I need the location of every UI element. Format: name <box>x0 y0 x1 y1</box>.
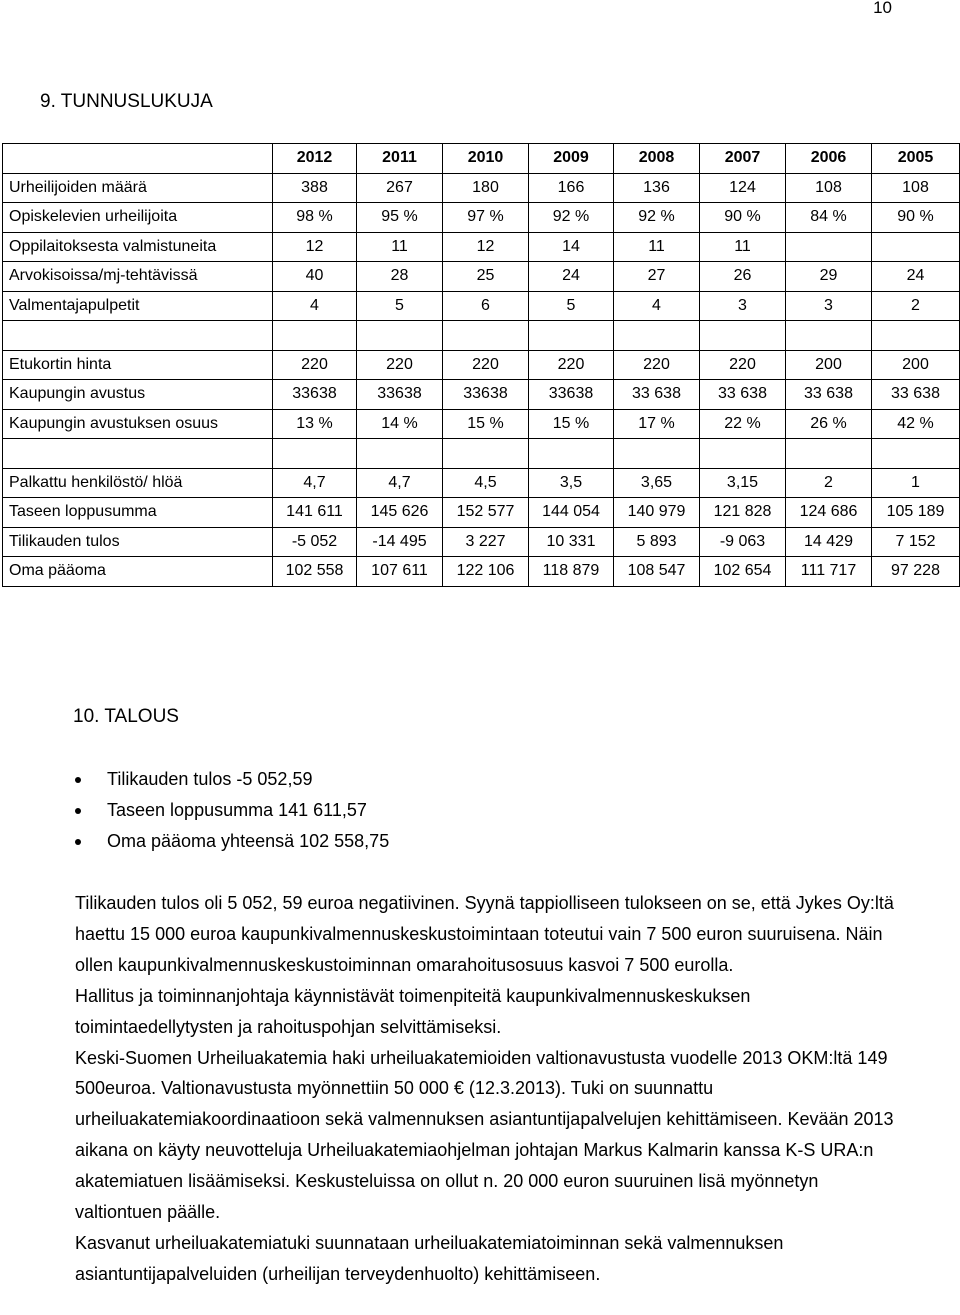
table-cell: 4,5 <box>443 468 529 498</box>
row-label: Taseen loppusumma <box>3 498 273 528</box>
table-cell: 200 <box>786 350 872 380</box>
table-cell: 5 <box>529 291 614 321</box>
section-title-talous: 10. TALOUS <box>73 706 179 727</box>
table-cell: 12 <box>443 232 529 262</box>
table-header-cell <box>3 144 273 174</box>
table-cell: 7 152 <box>872 527 960 557</box>
table-cell: 220 <box>700 350 786 380</box>
table-cell: 111 717 <box>786 557 872 587</box>
table-cell: 33 638 <box>614 380 700 410</box>
table-cell <box>614 439 700 469</box>
year-header: 2005 <box>872 144 960 174</box>
table-cell: 6 <box>443 291 529 321</box>
table-cell: -9 063 <box>700 527 786 557</box>
table-cell: 267 <box>357 173 443 203</box>
year-header: 2009 <box>529 144 614 174</box>
table-cell: 118 879 <box>529 557 614 587</box>
year-header: 2010 <box>443 144 529 174</box>
table-cell: 33 638 <box>700 380 786 410</box>
table-cell: 3,65 <box>614 468 700 498</box>
table-cell: 388 <box>273 173 357 203</box>
table-cell: 166 <box>529 173 614 203</box>
bullet-item: Taseen loppusumma 141 611,57 <box>73 795 389 826</box>
table-cell: 42 % <box>872 409 960 439</box>
table-cell: 33638 <box>443 380 529 410</box>
table-cell: 144 054 <box>529 498 614 528</box>
table-cell: 40 <box>273 262 357 292</box>
table-cell: 220 <box>273 350 357 380</box>
table-cell: 97 % <box>443 203 529 233</box>
table-cell <box>443 439 529 469</box>
table-cell: 11 <box>700 232 786 262</box>
year-header: 2007 <box>700 144 786 174</box>
table-cell: 26 % <box>786 409 872 439</box>
key-figures-table <box>2 143 960 587</box>
table-cell: 29 <box>786 262 872 292</box>
table-cell: 24 <box>529 262 614 292</box>
table-cell: 152 577 <box>443 498 529 528</box>
table-cell: 108 547 <box>614 557 700 587</box>
table-cell: -5 052 <box>273 527 357 557</box>
table-cell: 27 <box>614 262 700 292</box>
table-cell: 10 331 <box>529 527 614 557</box>
year-header: 2008 <box>614 144 700 174</box>
paragraph: Tilikauden tulos oli 5 052, 59 euroa negatiivinen. Syynä tappiolliseen tulokseen on se, että Jykes Oy:ltä haettu 15 000 euroa kaupunkivalmennuskeskustoimintaan toteutui vain 7 500 euron suuruisena. Näin ollen kaupunkivalmennuskeskustoiminnan omarahoitusosuus kasvoi 7 500 eurolla. <box>75 893 894 975</box>
table-cell: 2 <box>786 468 872 498</box>
table-cell: 102 558 <box>273 557 357 587</box>
table-cell: 108 <box>786 173 872 203</box>
row-label: Opiskelevien urheilijoita <box>3 203 273 233</box>
table-cell <box>786 439 872 469</box>
table-cell: 141 611 <box>273 498 357 528</box>
row-label <box>3 321 273 351</box>
table-cell: 90 % <box>872 203 960 233</box>
table-cell: 11 <box>357 232 443 262</box>
table-cell: 33 638 <box>786 380 872 410</box>
table-cell: 140 979 <box>614 498 700 528</box>
table-cell: 15 % <box>529 409 614 439</box>
table-cell <box>700 321 786 351</box>
table-cell: 15 % <box>443 409 529 439</box>
summary-bullet-list <box>73 764 389 857</box>
table-cell: 95 % <box>357 203 443 233</box>
table-cell <box>529 321 614 351</box>
table-row <box>3 173 960 203</box>
table-cell: 5 893 <box>614 527 700 557</box>
table-cell <box>872 232 960 262</box>
table-cell <box>872 439 960 469</box>
row-label: Oppilaitoksesta valmistuneita <box>3 232 273 262</box>
table-cell <box>443 321 529 351</box>
row-label: Oma pääoma <box>3 557 273 587</box>
table-cell: 121 828 <box>700 498 786 528</box>
table-row <box>3 232 960 262</box>
table-cell <box>786 321 872 351</box>
table-cell: 33638 <box>529 380 614 410</box>
table-cell: 3 <box>700 291 786 321</box>
table-cell: 4,7 <box>273 468 357 498</box>
table-cell <box>357 439 443 469</box>
table-cell: 84 % <box>786 203 872 233</box>
table-cell <box>357 321 443 351</box>
table-row <box>3 291 960 321</box>
paragraph: Keski-Suomen Urheiluakatemia haki urheiluakatemioiden valtionavustusta vuodelle 2013 OKM:ltä 149 500euroa. Valtionavustusta myönnettiin 50 000 € (12.3.2013). Tuki on suunnattu urheiluakatemiakoordinaatioon sekä valmennuksen asiantuntijapalvelujen kehittämiseen. Kevään 2013 aikana on käyty neuvotteluja Urheiluakatemiaohjelman johtajan Markus Kalmarin kanssa K-S URA:n akatemiatuen lisäämiseksi. Keskusteluissa on ollut n. 20 000 euron suuruinen lisä myönnetyn valtiontuen päälle. <box>75 1047 894 1223</box>
table-cell <box>273 439 357 469</box>
row-label: Kaupungin avustuksen osuus <box>3 409 273 439</box>
paragraph: Hallitus ja toiminnanjohtaja käynnistävät toimenpiteitä kaupunkivalmennuskeskuksen toimintaedellytysten ja rahoituspohjan selvittämiseksi. <box>75 985 751 1037</box>
table-cell: 220 <box>357 350 443 380</box>
table-cell: 22 % <box>700 409 786 439</box>
table-cell: 4 <box>614 291 700 321</box>
table-cell: -14 495 <box>357 527 443 557</box>
table-cell: 200 <box>872 350 960 380</box>
row-label: Etukortin hinta <box>3 350 273 380</box>
row-label: Valmentajapulpetit <box>3 291 273 321</box>
row-label: Urheilijoiden määrä <box>3 173 273 203</box>
table-cell: 26 <box>700 262 786 292</box>
table-cell: 145 626 <box>357 498 443 528</box>
table-cell: 92 % <box>529 203 614 233</box>
table-row <box>3 498 960 528</box>
table-cell: 220 <box>443 350 529 380</box>
table-cell <box>786 232 872 262</box>
table-row <box>3 409 960 439</box>
table-cell <box>614 321 700 351</box>
table-row <box>3 262 960 292</box>
paragraph: Kasvanut urheiluakatemiatuki suunnataan urheiluakatemiatoiminnan sekä valmennuksen asiantuntijapalveluiden (urheilijan terveydenhuolto) kehittämiseen. <box>75 1232 784 1284</box>
table-cell <box>700 439 786 469</box>
table-cell <box>273 321 357 351</box>
table-cell: 12 <box>273 232 357 262</box>
bullet-item: Oma pääoma yhteensä 102 558,75 <box>73 826 389 857</box>
table-row <box>3 350 960 380</box>
table-cell: 97 228 <box>872 557 960 587</box>
table-cell: 14 <box>529 232 614 262</box>
table-cell: 3,15 <box>700 468 786 498</box>
table-cell: 124 686 <box>786 498 872 528</box>
table-cell: 3,5 <box>529 468 614 498</box>
bullet-item: Tilikauden tulos -5 052,59 <box>73 764 389 795</box>
table-cell: 92 % <box>614 203 700 233</box>
table-cell <box>872 321 960 351</box>
section-title-tunnuslukuja: 9. TUNNUSLUKUJA <box>40 91 213 112</box>
table-cell: 1 <box>872 468 960 498</box>
table-row <box>3 203 960 233</box>
table-cell: 33638 <box>357 380 443 410</box>
table-cell: 5 <box>357 291 443 321</box>
year-header: 2012 <box>273 144 357 174</box>
table-cell: 124 <box>700 173 786 203</box>
table-cell: 13 % <box>273 409 357 439</box>
table-cell: 4,7 <box>357 468 443 498</box>
table-cell: 3 227 <box>443 527 529 557</box>
table-cell: 220 <box>614 350 700 380</box>
table-cell: 3 <box>786 291 872 321</box>
table-row <box>3 527 960 557</box>
row-label: Palkattu henkilöstö/ hlöä <box>3 468 273 498</box>
table-cell: 220 <box>529 350 614 380</box>
table-cell: 24 <box>872 262 960 292</box>
table-row <box>3 321 960 351</box>
table-cell: 33 638 <box>872 380 960 410</box>
row-label: Tilikauden tulos <box>3 527 273 557</box>
table-cell: 14 % <box>357 409 443 439</box>
table-row <box>3 439 960 469</box>
table-cell: 90 % <box>700 203 786 233</box>
table-row <box>3 557 960 587</box>
table-cell: 136 <box>614 173 700 203</box>
table-cell: 4 <box>273 291 357 321</box>
table-row <box>3 468 960 498</box>
year-header: 2011 <box>357 144 443 174</box>
row-label <box>3 439 273 469</box>
page-number: 10 <box>873 0 892 17</box>
table-cell: 11 <box>614 232 700 262</box>
table-cell: 33638 <box>273 380 357 410</box>
row-label: Arvokisoissa/mj-tehtävissä <box>3 262 273 292</box>
table-cell: 108 <box>872 173 960 203</box>
table-cell: 2 <box>872 291 960 321</box>
table-cell: 14 429 <box>786 527 872 557</box>
table-cell: 17 % <box>614 409 700 439</box>
year-header: 2006 <box>786 144 872 174</box>
table-cell: 102 654 <box>700 557 786 587</box>
table-cell: 107 611 <box>357 557 443 587</box>
table-row <box>3 380 960 410</box>
table-cell: 122 106 <box>443 557 529 587</box>
table-cell: 105 189 <box>872 498 960 528</box>
table-cell: 28 <box>357 262 443 292</box>
table-cell: 180 <box>443 173 529 203</box>
body-text <box>75 888 905 1290</box>
table-cell: 98 % <box>273 203 357 233</box>
row-label: Kaupungin avustus <box>3 380 273 410</box>
table-cell <box>529 439 614 469</box>
table-cell: 25 <box>443 262 529 292</box>
table-header-row <box>3 144 960 174</box>
